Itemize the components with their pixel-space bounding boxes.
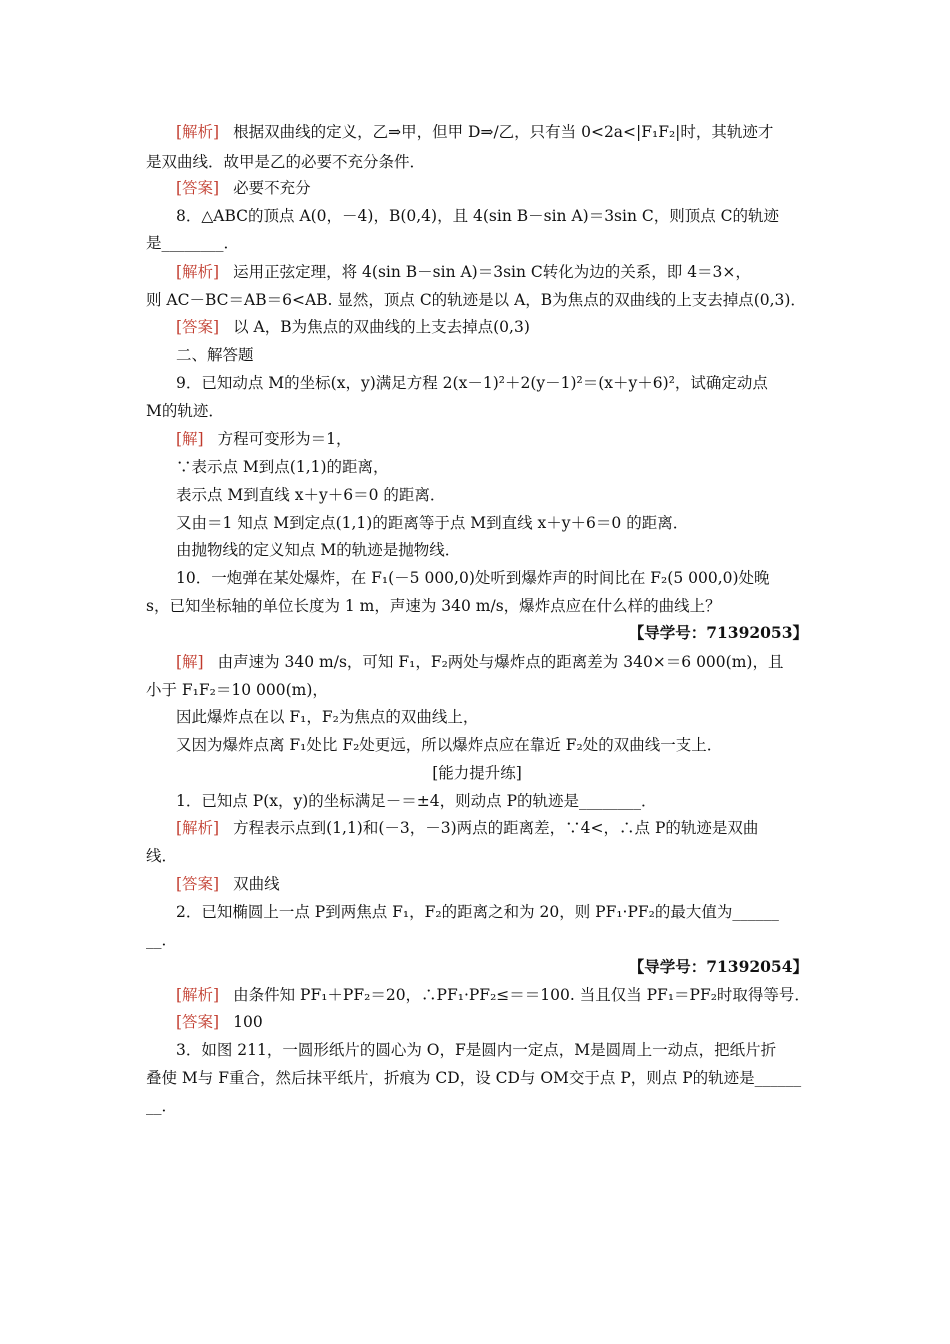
question-10: 10．一炮弹在某处爆炸，在 F₁(－5 000,0)处听到爆炸声的时间比在 F₂(5 000,0)处晚: [176, 569, 770, 587]
answer-tag: [答案]: [176, 875, 220, 893]
answer-line: [176, 874, 808, 894]
analysis-text: 由条件知 PF₁＋PF₂＝20，∴PF₁·PF₂≤＝＝100. 当且仅当 PF₁＝PF₂时取得等号．: [233, 986, 810, 1004]
question-8: 8．△ABC的顶点 A(0，－4)，B(0,4)，且 4(sin B－sin A)＝3sin C，则顶点 C的轨迹: [176, 207, 780, 225]
text-line: 是双曲线．故甲是乙的必要不充分条件．: [146, 153, 426, 171]
question-9: 9．已知动点 M的坐标(x，y)满足方程 2(x－1)²＋2(y－1)²＝(x＋y＋6)²，试确定动点: [176, 374, 768, 392]
text-line: 又因为爆炸点离 F₁处比 F₂处更远，所以爆炸点应在靠近 F₂处的双曲线一支上．: [176, 736, 723, 754]
text-line: 表示点 M到直线 x＋y＋6＝0 的距离．: [176, 486, 446, 504]
answer-text: 100: [233, 1013, 263, 1031]
analysis-text: 方程表示点到(1,1)和(－3，－3)两点的距离差，∵4<，∴点 P的轨迹是双曲: [233, 819, 759, 837]
text-line: 由抛物线的定义知点 M的轨迹是抛物线．: [176, 541, 461, 559]
solution-text: 方程可变形为＝1，: [217, 430, 352, 448]
text-line: 小于 F₁F₂＝10 000(m)，: [146, 681, 328, 699]
solution-text: 由声速为 340 m/s，可知 F₁，F₂两处与爆炸点的距离差为 340×＝6 000(m)，且: [217, 653, 784, 671]
answer-line: [176, 178, 808, 198]
text-line: 线．: [146, 847, 178, 865]
guide-number: 【导学号：71392053】: [628, 623, 808, 642]
section-heading: 二、解答题: [176, 346, 254, 364]
question-2: 2．已知椭圆上一点 P到两焦点 F₁，F₂的距离之和为 20，则 PF₁·PF₂的最大值为______: [176, 903, 779, 921]
guide-number: 【导学号：71392054】: [628, 957, 808, 976]
solution-tag: [解]: [176, 653, 204, 671]
answer-text: 以 A，B为焦点的双曲线的上支去掉点(0,3): [233, 318, 530, 336]
analysis-line: [176, 985, 808, 1005]
text-line: 因此爆炸点在以 F₁，F₂为焦点的双曲线上，: [176, 708, 479, 726]
answer-text: 必要不充分: [233, 179, 311, 197]
text-line: __．: [146, 1097, 178, 1115]
analysis-text: 运用正弦定理，将 4(sin B－sin A)＝3sin C转化为边的关系，即 4＝3×，: [233, 263, 751, 281]
analysis-text: 根据双曲线的定义，乙⇒甲，但甲 D⇒/乙，只有当 0<2a<|F₁F₂|时，其轨迹才: [233, 123, 774, 141]
question-1: 1．已知点 P(x，y)的坐标满足－＝±4，则动点 P的轨迹是________．: [176, 792, 657, 810]
text-line: 叠使 M与 F重合，然后抹平纸片，折痕为 CD，设 CD与 OM交于点 P，则点 P的轨迹是______: [146, 1069, 802, 1087]
analysis-tag: [解析]: [176, 819, 220, 837]
analysis-line: [176, 122, 808, 142]
question-3: 3．如图 211，一圆形纸片的圆心为 O，F是圆内一定点，M是圆周上一动点，把纸片折: [176, 1041, 777, 1059]
text-line: 是________．: [146, 234, 240, 252]
section-heading: [能力提升练]: [432, 764, 522, 782]
analysis-tag: [解析]: [176, 263, 220, 281]
solution-tag: [解]: [176, 430, 204, 448]
analysis-line: [176, 818, 808, 838]
analysis-tag: [解析]: [176, 123, 220, 141]
analysis-tag: [解析]: [176, 986, 220, 1004]
answer-tag: [答案]: [176, 1013, 220, 1031]
text-line: ∵表示点 M到点(1,1)的距离，: [176, 458, 389, 476]
text-line: s，已知坐标轴的单位长度为 1 m，声速为 340 m/s，爆炸点应在什么样的曲线上？: [146, 597, 721, 615]
answer-tag: [答案]: [176, 318, 220, 336]
solution-line: [176, 652, 808, 672]
answer-line: [176, 317, 808, 337]
answer-tag: [答案]: [176, 179, 220, 197]
text-line: M的轨迹．: [146, 402, 224, 420]
answer-text: 双曲线: [233, 875, 280, 893]
answer-line: [176, 1012, 808, 1032]
analysis-line: [176, 262, 808, 282]
text-line: __．: [146, 931, 178, 949]
text-line: 则 AC－BC＝AB＝6<AB. 显然，顶点 C的轨迹是以 A，B为焦点的双曲线的上支去掉点(0,3)．: [146, 291, 806, 309]
solution-line: [176, 429, 808, 449]
text-line: 又由＝1 知点 M到定点(1,1)的距离等于点 M到直线 x＋y＋6＝0 的距离．: [176, 514, 689, 532]
